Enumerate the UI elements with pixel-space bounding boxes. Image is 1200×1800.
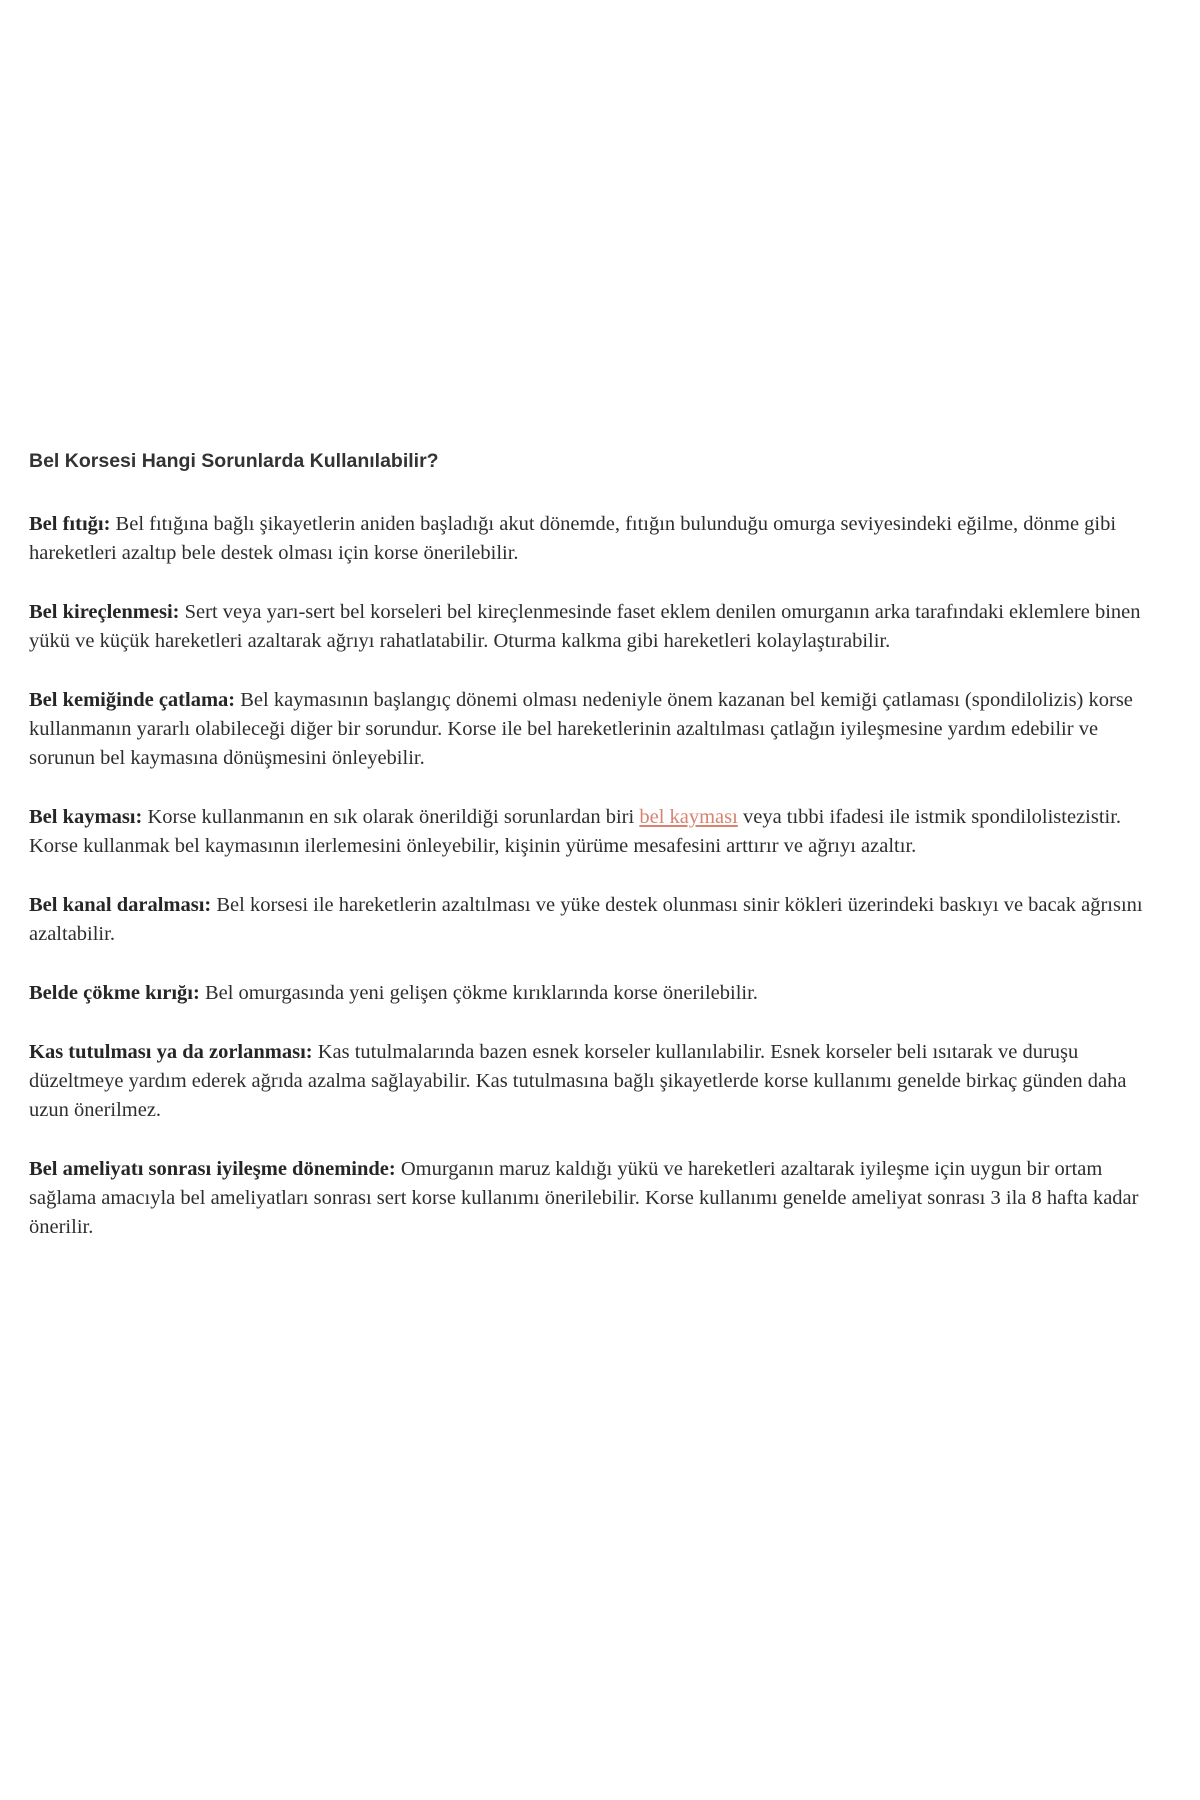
section-text: Korse kullanmanın en sık olarak önerildiği sorunlardan biri — [142, 806, 640, 829]
section-text: Bel fıtığına bağlı şikayetlerin aniden başladığı akut dönemde, fıtığın bulunduğu omurga seviyesindeki eğilme, dönme gibi hareketleri azaltıp bele destek olması için korse önerilebilir. — [29, 513, 1117, 565]
bel-kaymasi-link[interactable]: bel kayması — [639, 806, 738, 829]
section-kas-tutulmasi — [29, 1038, 1154, 1125]
section-lead: Bel ameliyatı sonrası iyileşme döneminde: — [29, 1158, 396, 1181]
section-bel-kemiginde-catlama — [29, 686, 1154, 773]
section-text: Bel kaymasının başlangıç dönemi olması nedeniyle önem kazanan bel kemiği çatlaması (spondilolizis) korse kullanmanın yararlı olabileceği diğer bir sorundur. Korse ile bel hareketlerinin azaltılması çatlağın iyileşmesine yardım edebilir ve sorunun bel kaymasına dönüşmesini önleyebilir. — [29, 689, 1133, 770]
section-lead: Bel kayması: — [29, 806, 143, 829]
section-ameliyat-sonrasi — [29, 1155, 1154, 1242]
section-lead: Kas tutulması ya da zorlanması: — [29, 1041, 313, 1064]
article-title: Bel Korsesi Hangi Sorunlarda Kullanılabilir? — [29, 450, 439, 472]
section-text: Bel omurgasında yeni gelişen çökme kırıklarında korse önerilebilir. — [199, 982, 758, 1005]
section-lead: Bel kemiğinde çatlama: — [29, 689, 236, 712]
section-lead: Bel kanal daralması: — [29, 894, 212, 917]
section-lead: Bel kireçlenmesi: — [29, 601, 180, 624]
section-text: Kas tutulmalarında bazen esnek korseler kullanılabilir. Esnek korseler beli ısıtarak ve duruşu düzeltmeye yardım ederek ağrıda azalma sağlayabilir. Kas tutulmasına bağlı şikayetlerde korse kullanımı genelde birkaç günden daha uzun önerilmez. — [29, 1041, 1127, 1122]
section-text: Sert veya yarı-sert bel korseleri bel kireçlenmesinde faset eklem denilen omurganın arka tarafındaki eklemlere binen yükü ve küçük hareketleri azaltarak ağrıyı rahatlatabilir. Oturma kalkma gibi hareketleri kolaylaştırabilir. — [29, 601, 1141, 653]
section-bel-kaymasi — [29, 803, 1154, 861]
section-bel-kireclenmesi — [29, 598, 1154, 656]
section-text: veya tıbbi ifadesi ile istmik spondilolistezistir. Korse kullanmak bel kaymasının ilerlemesini önleyebilir, kişinin yürüme mesafesini arttırır ve ağrıyı azaltır. — [29, 806, 1122, 858]
section-text: Omurganın maruz kaldığı yükü ve hareketleri azaltarak iyileşme için uygun bir ortam sağlama amacıyla bel ameliyatları sonrası sert korse kullanımı önerilebilir. Korse kullanımı genelde ameliyat sonrası 3 ila 8 hafta kadar önerilir. — [29, 1158, 1139, 1239]
section-bel-fitigi — [29, 510, 1154, 568]
section-lead: Bel fıtığı: — [29, 513, 111, 536]
section-text: Bel korsesi ile hareketlerin azaltılması ve yüke destek olunması sinir kökleri üzerindeki baskıyı ve bacak ağrısını azaltabilir. — [29, 894, 1143, 946]
section-lead: Belde çökme kırığı: — [29, 982, 200, 1005]
section-belde-cokme-kirigi — [29, 979, 1154, 1008]
article — [29, 450, 1154, 1272]
section-bel-kanal-daralmasi — [29, 891, 1154, 949]
